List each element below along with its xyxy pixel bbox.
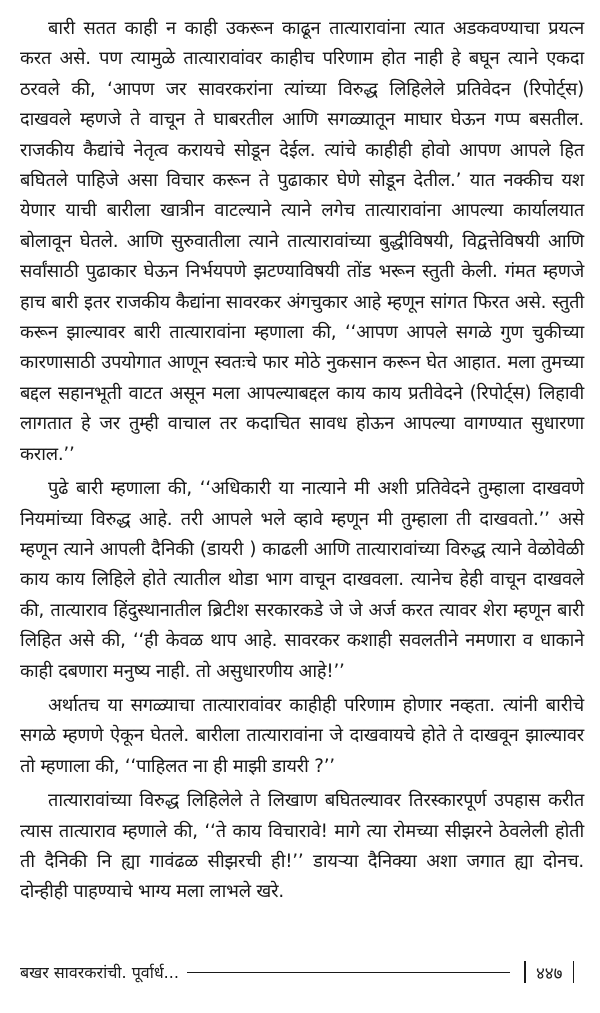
- paragraph-4: तात्यारावांच्या विरुद्ध लिहिलेले ते लिखाण बघितल्यावर तिरस्कारपूर्ण उपहास करीत त्यास तात्याराव म्हणाले की, ‘‘ते काय विचारावे! मागे त्या रोमच्या सीझरने ठेवलेली होती ती दैनिकी नि ह्या गावंढळ सीझरची ही!’’ डायऱ्या दैनिक्या अशा जगात ह्या दोनच. दोन्हीही पाहण्याचे भाग्य मला लाभले खरे.: [20, 790, 584, 903]
- footer-separator-right: [573, 961, 575, 983]
- footer-page-number: ४४७: [535, 963, 563, 984]
- paragraph-3: अर्थातच या सगळ्याचा तात्यारावांवर काहीही परिणाम होणार नव्हता. त्यांनी बारीचे सगळे म्हणणे ऐकून घेतले. बारीला तात्यारावांना जे दाखवायचे होते ते दाखवून झाल्यावर तो म्हणाला की, ‘‘पाहिलत ना ही माझी डायरी ?’’: [20, 694, 584, 777]
- footer-book-title: बखर सावरकरांची. पूर्वार्ध...: [20, 963, 179, 982]
- footer-rule: [187, 972, 511, 973]
- page-body: [20, 14, 584, 912]
- footer-separator-left: [524, 961, 526, 983]
- page-footer: [20, 957, 584, 987]
- paragraph-2: पुढे बारी म्हणाला की, ‘‘अधिकारी या नात्याने मी अशी प्रतिवेदने तुम्हाला दाखवणे नियमांच्या विरुद्ध आहे. तरी आपले भले व्हावे म्हणून मी तुम्हाला ती दाखवतो.’’ असे म्हणून त्याने आपली दैनिकी (डायरी ) काढली आणि तात्यारावांच्या विरुद्ध त्याने वेळोवेळी काय काय लिहिले होते त्यातील थोडा भाग वाचून दाखवला. त्यानेच हेही वाचून दाखवले की, तात्याराव हिंदुस्थानातील ब्रिटीश सरकारकडे जे जे अर्ज करत त्यावर शेरा म्हणून बारी लिहित असे की, ‘‘ही केवळ थाप आहे. सावरकर कशाही सवलतीने नमणारा व धाकाने काही दबणारा मनुष्य नाही. तो असुधारणीय आहे!’’: [20, 478, 584, 682]
- paragraph-1: बारी सतत काही न काही उकरून काढून तात्यारावांना त्यात अडकवण्याचा प्रयत्न करत असे. पण त्यामुळे तात्यारावांवर काहीच परिणाम होत नाही हे बघून त्याने एकदा ठरवले की, ‘आपण जर सावरकरांना त्यांच्या विरुद्ध लिहिलेले प्रतिवेदन (रिपोर्ट्स) दाखवले म्हणजे ते वाचून ते घाबरतील आणि सगळ्यातून माघार घेऊन गप्प बसतील. राजकीय कैद्यांचे नेतृत्व करायचे सोडून देईल. त्यांचे काहीही होवो आपण आपले हित बघितले पाहिजे असा विचार करून ते पुढाकार घेणे सोडून देतील.’ यात नक्कीच यश येणार याची बारीला खात्रीन वाटल्याने त्याने लगेच तात्यारावांना आपल्या कार्यालयात बोलावून घेतले. आणि सुरुवातीला त्याने तात्यारावांच्या बुद्धीविषयी, विद्वत्तेविषयी आणि सर्वांसाठी पुढाकार घेऊन निर्भयपणे झटण्याविषयी तोंड भरून स्तुती केली. गंमत म्हणजे हाच बारी इतर राजकीय कैद्यांना सावरकर अंगचुकार आहे म्हणून सांगत फिरत असे. स्तुती करून झाल्यावर बारी तात्यारावांना म्हणाला की, ‘‘आपण आपले सगळे गुण चुकीच्या कारणासाठी उपयोगात आणून स्वतःचे फार मोठे नुकसान करून घेत आहात. मला तुमच्या बद्दल सहानभूती वाटत असून मला आपल्याबद्दल काय काय प्रतीवेदने (रिपोर्ट्स) लिहावी लागतात हे जर तुम्ही वाचाल तर कदाचित सावध होऊन आपल्या वागण्यात सुधारणा कराल.’’: [20, 18, 584, 465]
